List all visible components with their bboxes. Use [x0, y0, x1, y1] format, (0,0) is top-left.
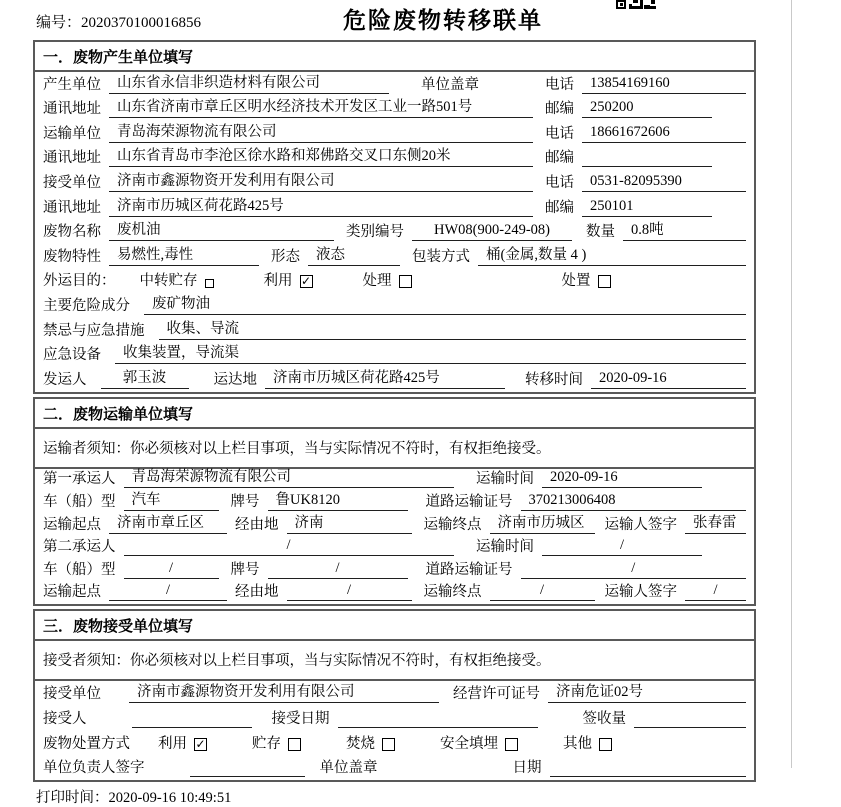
origin2-label: 运输起点 [43, 584, 101, 601]
unit-seal-label: 单位盖章 [421, 76, 479, 93]
responsible-label: 单位负责人签字 [43, 760, 145, 777]
transport-time1-value: 2020-09-16 [542, 469, 702, 488]
purpose-utilize-checkbox: ✓ [300, 274, 312, 289]
packing-label: 包装方式 [412, 248, 470, 265]
end1-value: 济南市历城区 [490, 511, 595, 534]
producer-address-value: 山东省济南市章丘区明水经济技术开发区工业一路501号 [109, 95, 533, 118]
section-producer-title: 一．废物产生单位填写 [35, 42, 754, 72]
character-value: 易燃性,毒性 [109, 243, 259, 266]
destination-value: 济南市历城区荷花路425号 [265, 366, 505, 389]
row-transporter [35, 121, 754, 146]
producer-zip-value: 250200 [582, 99, 712, 118]
accept-date-label: 接受日期 [271, 710, 330, 727]
form-value: 液态 [308, 243, 400, 266]
permit1-label: 道路运输证号 [425, 493, 513, 510]
shipper-value: 郭玉波 [101, 366, 189, 389]
transport-time2-label: 运输时间 [476, 539, 534, 556]
print-time-value: 2020-09-16 10:49:51 [108, 790, 232, 807]
quantity-value: 0.8吨 [623, 218, 746, 241]
row-waste-character [35, 244, 754, 269]
packing-value: 桶(金属,数量 4 ) [478, 243, 746, 266]
row-responsible [35, 756, 754, 781]
responsible-sign-value [190, 760, 305, 777]
carrier1-label: 第一承运人 [43, 471, 116, 488]
waste-name-value: 废机油 [109, 218, 334, 241]
receiver-phone-value: 0531-82095390 [582, 173, 746, 192]
purpose-option-transfer-storage [140, 269, 214, 290]
receiver-address-value: 济南市历城区荷花路425号 [109, 194, 533, 217]
carrier1-value: 青岛海荣源物流有限公司 [124, 465, 454, 488]
acceptor-value [132, 711, 252, 728]
transfer-time-label: 转移时间 [525, 371, 583, 388]
date-value [550, 760, 747, 777]
disposal-option-storage [252, 732, 301, 753]
receiver-notice: 接受者须知：你必须核对以上栏目事项，当与实际情况不符时，有权拒绝接受。 [35, 641, 754, 681]
producer-label: 产生单位 [43, 76, 101, 93]
disposal-option-incinerate [346, 732, 395, 753]
row-purpose [35, 269, 754, 294]
transporter-zip-value [582, 150, 712, 167]
waste-name-label: 废物名称 [43, 224, 101, 241]
category-value: HW08(900-249-08) [412, 222, 572, 241]
transport-time1-label: 运输时间 [476, 471, 534, 488]
sign1-value: 张春雷 [685, 511, 746, 534]
disposal-landfill-checkbox [505, 738, 518, 751]
purpose-option-treat [363, 269, 412, 290]
vehicle2-label: 车（船）型 [43, 561, 116, 578]
vehicle2-value: / [124, 560, 219, 579]
producer-value: 山东省永信非织造材料有限公司 [109, 71, 389, 94]
document-header [0, 0, 796, 40]
acceptor-label: 接受人 [43, 710, 87, 727]
purpose-transfer-storage-label: 中转贮存 [139, 273, 198, 290]
purpose-dispose-checkbox [598, 275, 611, 288]
transport-time2-value: / [542, 537, 702, 556]
origin1-value: 济南市章丘区 [109, 511, 227, 534]
receiver-phone-label: 电话 [545, 174, 574, 191]
row-route2 [35, 582, 754, 605]
destination-label: 运达地 [213, 371, 257, 388]
purpose-treat-checkbox [399, 275, 412, 288]
purpose-dispose-label: 处置 [561, 273, 591, 290]
permit1-value: 370213006408 [521, 492, 747, 511]
carrier2-value: / [124, 537, 454, 556]
permit2-value: / [521, 560, 747, 579]
end2-label: 运输终点 [423, 584, 482, 601]
receiver-zip-value: 250101 [582, 198, 712, 217]
receiver-zip-label: 邮编 [545, 199, 574, 216]
row-receiver-address [35, 195, 754, 220]
print-time-label: 打印时间： [36, 790, 109, 807]
row-carrier2 [35, 537, 754, 560]
producer-phone-label: 电话 [545, 76, 574, 93]
emergency-value: 收集、导流 [159, 317, 747, 340]
section-producer [33, 40, 756, 394]
date-label: 日期 [512, 760, 542, 777]
sign1-label: 运输人签字 [604, 516, 677, 533]
origin2-value: / [109, 582, 227, 601]
permit2-label: 道路运输证号 [425, 561, 513, 578]
receiver-seal-label: 单位盖章 [319, 760, 378, 777]
row-emergency [35, 318, 754, 343]
row-equipment [35, 343, 754, 368]
producer-address-label: 通讯地址 [43, 101, 101, 118]
sign-qty-label: 签收量 [582, 710, 626, 727]
sign2-value: / [685, 582, 746, 601]
purpose-option-utilize [264, 269, 313, 290]
row-vehicle2 [35, 559, 754, 582]
transporter-address-value: 山东省青岛市李沧区徐水路和郑佛路交叉口东侧20米 [109, 144, 533, 167]
form-label: 形态 [271, 248, 300, 265]
row-transporter-address [35, 146, 754, 171]
transporter-label: 运输单位 [43, 125, 101, 142]
section-receiver [33, 609, 756, 782]
transporter-zip-label: 邮编 [545, 150, 574, 167]
purpose-option-dispose [562, 269, 611, 290]
equipment-value: 收集装置，导流渠 [115, 341, 746, 364]
qr-code-fragment-icon [616, 0, 656, 9]
carrier2-label: 第二承运人 [43, 539, 116, 556]
transport-notice: 运输者须知：你必须核对以上栏目事项，当与实际情况不符时，有权拒绝接受。 [35, 429, 754, 469]
receiver-label: 接受单位 [43, 174, 101, 191]
shipper-label: 发运人 [43, 371, 87, 388]
character-label: 废物特性 [43, 248, 101, 265]
license-value: 济南危证02号 [548, 680, 746, 703]
via1-label: 经由地 [235, 516, 279, 533]
disposal-incinerate-checkbox [382, 738, 395, 751]
print-time [36, 786, 796, 807]
row-waste-name [35, 220, 754, 245]
transfer-time-value: 2020-09-16 [591, 370, 746, 389]
end1-label: 运输终点 [423, 516, 482, 533]
page-edge-divider [791, 0, 792, 768]
row-shipper [35, 367, 754, 392]
page-title: 危险废物转移联单 [343, 7, 543, 33]
purpose-utilize-label: 利用 [263, 273, 293, 290]
row-receiver [35, 170, 754, 195]
document-number-label: 编号： [36, 15, 82, 31]
row-route1 [35, 514, 754, 537]
transporter-value: 青岛海荣源物流有限公司 [109, 120, 533, 143]
producer-phone-value: 13854169160 [582, 75, 746, 94]
license-label: 经营许可证号 [453, 686, 540, 703]
document-number-value: 2020370100016856 [81, 15, 202, 31]
disposal-landfill-label: 安全填埋 [440, 735, 498, 752]
plate2-value: / [268, 560, 408, 579]
purpose-label: 外运目的： [43, 273, 116, 290]
disposal-incinerate-label: 焚烧 [346, 735, 375, 752]
receiver-address-label: 通讯地址 [43, 199, 101, 216]
origin1-label: 运输起点 [43, 516, 101, 533]
disposal-other-checkbox [599, 738, 612, 751]
end2-value: / [490, 582, 595, 601]
receiver-value: 济南市鑫源物资开发利用有限公司 [109, 169, 533, 192]
row-accept-unit [35, 681, 754, 706]
row-acceptor [35, 706, 754, 731]
equipment-label: 应急设备 [43, 347, 101, 364]
via2-label: 经由地 [235, 584, 279, 601]
vehicle1-value: 汽车 [124, 488, 219, 511]
disposal-storage-label: 贮存 [252, 735, 281, 752]
row-producer-address [35, 97, 754, 122]
plate1-value: 鲁UK8120 [268, 488, 408, 511]
purpose-transfer-storage-checkbox [205, 279, 214, 288]
section-transport-title: 二．废物运输单位填写 [35, 399, 754, 429]
disposal-utilize-checkbox: ✓ [195, 736, 206, 751]
hazard-label: 主要危险成分 [43, 297, 130, 314]
row-producer [35, 72, 754, 97]
vehicle1-label: 车（船）型 [43, 493, 116, 510]
sign-qty-value [634, 711, 746, 728]
accept-unit-value: 济南市鑫源物资开发利用有限公司 [129, 680, 439, 703]
section-transport [33, 397, 756, 607]
disposal-option-other [563, 732, 612, 753]
disposal-option-utilize [158, 732, 207, 753]
row-hazard [35, 293, 754, 318]
disposal-storage-checkbox [288, 738, 301, 751]
via1-value: 济南 [287, 511, 412, 534]
row-disposal [35, 731, 754, 756]
transporter-phone-value: 18661672606 [582, 124, 746, 143]
category-label: 类别编号 [346, 224, 404, 241]
accept-date-value [338, 711, 538, 728]
disposal-option-landfill [440, 732, 518, 753]
transporter-address-label: 通讯地址 [43, 150, 101, 167]
via2-value: / [287, 582, 412, 601]
transporter-phone-label: 电话 [545, 125, 574, 142]
sign2-label: 运输人签字 [604, 584, 677, 601]
emergency-label: 禁忌与应急措施 [43, 322, 145, 339]
plate1-label: 牌号 [230, 493, 260, 510]
disposal-other-label: 其他 [563, 735, 592, 752]
disposal-utilize-label: 利用 [158, 735, 187, 752]
disposal-label: 废物处置方式 [43, 735, 130, 752]
plate2-label: 牌号 [230, 561, 260, 578]
producer-zip-label: 邮编 [545, 101, 574, 118]
section-receiver-title: 三．废物接受单位填写 [35, 611, 754, 641]
accept-unit-label: 接受单位 [43, 686, 101, 703]
purpose-treat-label: 处理 [362, 273, 392, 290]
hazard-value: 废矿物油 [144, 292, 746, 315]
quantity-label: 数量 [586, 224, 615, 241]
